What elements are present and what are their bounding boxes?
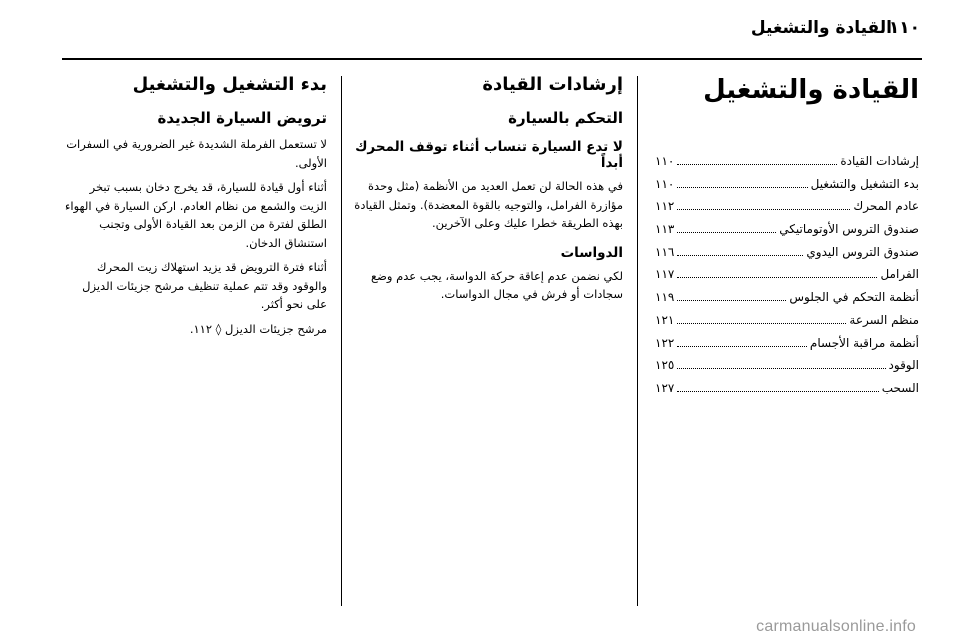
toc-entry-page: ١١٠ xyxy=(655,154,675,168)
body-paragraph: لكي نضمن عدم إعاقة حركة الدواسة، يجب عدم وضع سجادات أو فرش في مجال الدواسات. xyxy=(371,268,623,301)
toc-entry-label: صندوق التروس الأوتوماتيكي xyxy=(779,222,919,237)
toc-leader-dots xyxy=(677,268,877,278)
toc-entry-page: ١١٣ xyxy=(655,222,675,237)
watermark: carmanualsonline.info xyxy=(756,618,916,635)
toc-entry-label: أنظمة مراقبة الأجسام xyxy=(809,335,919,350)
toc-entry-label: الوقود xyxy=(888,358,919,373)
toc-leader-dots xyxy=(677,246,803,256)
driving-hints-column xyxy=(347,70,623,310)
toc-entry-page: ١٢١ xyxy=(655,312,675,327)
toc-entry[interactable] xyxy=(655,313,919,336)
body-paragraph: لا تستعمل الفرملة الشديدة غير الضرورية في السفرات الأولى. xyxy=(66,137,327,170)
toc-leader-dots xyxy=(677,382,878,392)
toc-leader-dots xyxy=(677,200,850,210)
section-subtitle: التحكم بالسيارة xyxy=(508,109,623,127)
toc-entry-page: ١٢٥ xyxy=(655,358,675,373)
body-paragraph: في هذه الحالة لن تعمل العديد من الأنظمة (مثل وحدة مؤازرة الفرامل، والتوجيه بالقوة المعضدة). وتمثل القيادة بهذه الطريقة خطرا عليك وعلى الآخرين. xyxy=(354,179,623,230)
cross-reference[interactable]: مرشح جزيئات الديزل ◊ ١١٢. xyxy=(189,321,327,336)
toc-entry-page: ١١٩ xyxy=(655,290,675,305)
toc-leader-dots xyxy=(677,155,837,165)
toc-leader-dots xyxy=(677,223,776,233)
header-title: القيادة والتشغيل xyxy=(750,18,892,38)
toc-entry[interactable] xyxy=(655,336,919,359)
toc-entry[interactable] xyxy=(655,199,919,222)
toc-entry[interactable] xyxy=(655,222,919,245)
pedals-heading: الدواسات xyxy=(560,244,623,261)
toc-leader-dots xyxy=(677,359,885,369)
column-divider xyxy=(637,76,638,606)
section-title: بدء التشغيل والتشغيل xyxy=(132,74,327,95)
toc-entry[interactable] xyxy=(655,358,919,381)
toc-leader-dots xyxy=(677,178,807,188)
toc-entry[interactable] xyxy=(655,245,919,268)
section-subtitle: ترويض السيارة الجديدة xyxy=(157,109,327,127)
toc-entry[interactable] xyxy=(655,290,919,313)
toc-entry-label: الفرامل xyxy=(880,267,919,282)
body-paragraph: أثناء أول قيادة للسيارة، قد يخرج دخان بسبب تبخر الزيت والشمع من نظام العادم. اركن السيارة في الهواء الطلق لفترة من الزمن بعد القيادة الأولى وتجنب استنشاق الدخان. xyxy=(65,180,327,250)
toc-entry-label: بدء التشغيل والتشغيل xyxy=(810,176,919,191)
column-divider xyxy=(341,76,342,606)
toc-entry-page: ١٢٧ xyxy=(655,380,675,395)
toc-entry-label: أنظمة التحكم في الجلوس xyxy=(789,290,919,305)
warning-heading: لا تدع السيارة تنساب أثناء توقف المحرك أبداً xyxy=(355,139,623,171)
toc-entry-page: ١٢٢ xyxy=(655,335,675,350)
section-title: إرشادات القيادة xyxy=(482,74,623,95)
toc-entry-label: منظم السرعة xyxy=(849,312,919,327)
toc-entry-page: ١١٧ xyxy=(655,267,675,282)
header-page-number: ١١٠ xyxy=(888,18,920,38)
starting-column xyxy=(65,70,327,344)
body-paragraph: أثناء فترة الترويض قد يزيد استهلاك زيت المحرك والوقود وقد تتم عملية تنظيف مرشح جزيئات الديزل على نحو أكثر. xyxy=(82,260,327,311)
toc-entry-label: إرشادات القيادة xyxy=(840,154,919,168)
header-rule xyxy=(62,58,922,60)
toc-entry-page: ١١٦ xyxy=(655,244,675,259)
toc-entry[interactable] xyxy=(655,381,919,404)
toc-entry[interactable] xyxy=(655,267,919,290)
toc-leader-dots xyxy=(677,291,786,301)
toc-entry-page: ١١٠ xyxy=(655,176,675,191)
toc-list xyxy=(655,154,919,404)
toc-entry-label: عادم المحرك xyxy=(853,199,919,214)
toc-column xyxy=(655,70,919,404)
toc-entry-page: ١١٢ xyxy=(655,199,675,214)
toc-leader-dots xyxy=(677,314,846,324)
toc-entry[interactable] xyxy=(655,154,919,177)
page-header xyxy=(0,0,960,58)
chapter-title: القيادة والتشغيل xyxy=(703,75,919,105)
toc-entry-label: السحب xyxy=(881,380,919,395)
toc-leader-dots xyxy=(677,337,807,347)
toc-entry[interactable] xyxy=(655,177,919,200)
toc-entry-label: صندوق التروس اليدوي xyxy=(806,244,919,259)
